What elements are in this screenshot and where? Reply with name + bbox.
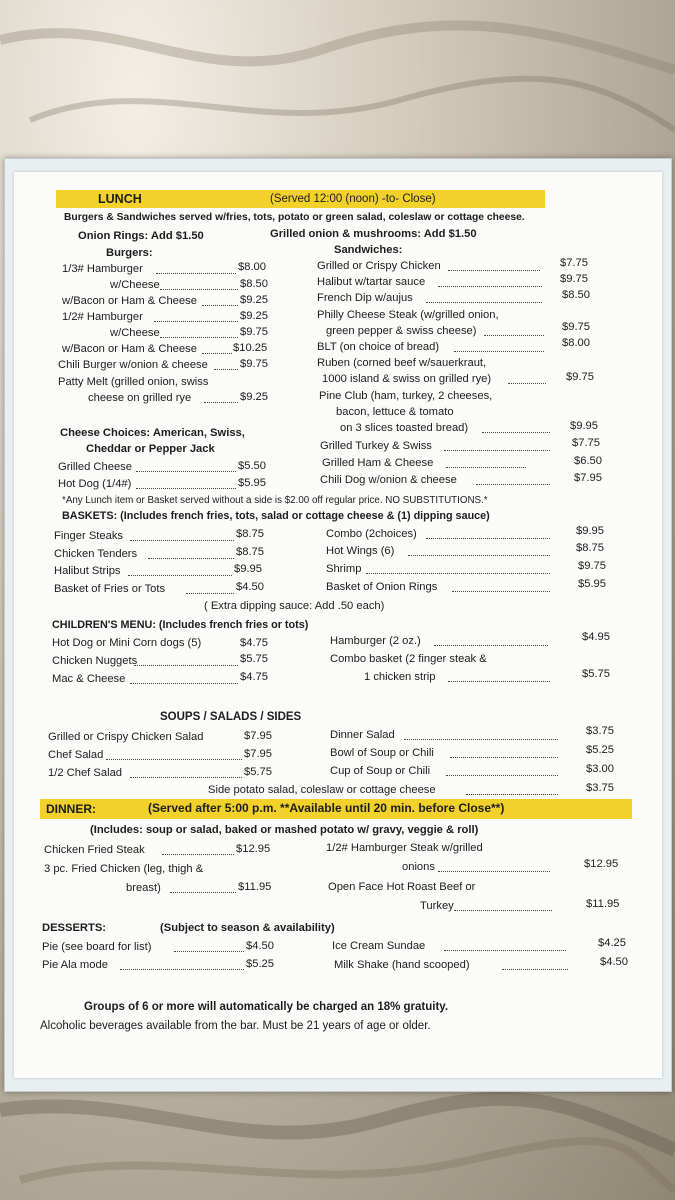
item-price: $9.95 — [576, 525, 604, 537]
item-price: $7.75 — [572, 437, 600, 449]
item-price: $9.75 — [566, 371, 594, 383]
menu-item: Grilled Ham & Cheese — [322, 457, 434, 469]
sides-item: Side potato salad, coleslaw or cottage cheese — [208, 784, 436, 796]
menu-item: breast) — [126, 882, 161, 894]
item-price: $9.95 — [570, 420, 598, 432]
item-price: $11.95 — [586, 898, 620, 910]
menu-item: w/Bacon or Ham & Cheese — [62, 343, 197, 355]
menu-item: 1 chicken strip — [364, 671, 436, 683]
item-price: $9.75 — [560, 273, 588, 285]
item-price: $8.75 — [576, 542, 604, 554]
menu-item: 1/2# Hamburger — [62, 311, 143, 323]
item-price: $9.75 — [578, 560, 606, 572]
menu-content — [14, 172, 662, 1078]
item-price: $5.25 — [246, 958, 274, 970]
desserts-heading: DESSERTS: — [42, 922, 107, 934]
item-price: $10.25 — [233, 342, 268, 354]
burgers-heading: Burgers: — [106, 247, 153, 259]
menu-item: 1/2# Hamburger Steak w/grilled — [326, 842, 483, 854]
menu-item: Basket of Fries or Tots — [54, 583, 166, 595]
soups-heading: SOUPS / SALADS / SIDES — [160, 711, 302, 723]
item-price: $8.50 — [562, 289, 590, 301]
menu-item: 3 pc. Fried Chicken (leg, thigh & — [44, 863, 204, 875]
lunch-intro: Burgers & Sandwiches served w/fries, tots, potato or green salad, coleslaw or cottage cheese. — [64, 212, 525, 223]
menu-item: Halibut Strips — [54, 565, 121, 577]
desserts-note: (Subject to season & availability) — [160, 922, 335, 934]
item-price: $11.95 — [238, 881, 272, 893]
menu-item: Combo (2choices) — [326, 528, 417, 540]
menu-item: onions — [402, 861, 435, 873]
lunch-served-time: (Served 12:00 (noon) -to- Close) — [270, 193, 436, 205]
item-price: $7.95 — [574, 472, 602, 484]
item-price: $7.75 — [560, 257, 588, 269]
item-price: $4.25 — [598, 937, 626, 949]
menu-item: Grilled or Crispy Chicken — [317, 260, 441, 272]
item-price: $9.25 — [240, 310, 268, 322]
gratuity-notice: Groups of 6 or more will automatically be charged an 18% gratuity. — [84, 1001, 449, 1013]
menu-item: BLT (on choice of bread) — [317, 341, 440, 353]
item-price: $9.75 — [562, 321, 590, 333]
menu-item: green pepper & swiss cheese) — [326, 325, 477, 337]
onion-rings-addon: Onion Rings: Add $1.50 — [78, 230, 204, 242]
menu-item: 1/2 Chef Salad — [48, 767, 123, 779]
menu-item: Combo basket (2 finger steak & — [330, 653, 487, 665]
menu-item: Bowl of Soup or Chili — [330, 747, 434, 759]
menu-item: cheese on grilled rye — [88, 392, 192, 404]
lunch-side-note: *Any Lunch item or Basket served without a side is $2.00 off regular price. NO SUBSTITUTIONS.* — [62, 495, 488, 506]
menu-item: Chili Dog w/onion & cheese — [320, 474, 457, 486]
menu-item: Pine Club (ham, turkey, 2 cheeses, — [319, 390, 493, 402]
menu-item: bacon, lettuce & tomato — [336, 406, 454, 418]
item-price: $8.00 — [238, 261, 266, 273]
item-price: $8.75 — [236, 528, 264, 540]
baskets-heading: BASKETS: (Includes french fries, tots, salad or cottage cheese & (1) dipping sauce) — [62, 510, 490, 522]
menu-item: French Dip w/aujus — [317, 292, 413, 304]
alcohol-notice: Alcoholic beverages available from the bar. Must be 21 years of age or older. — [40, 1020, 431, 1032]
menu-item: Chicken Nuggets — [52, 655, 138, 667]
item-price: $8.50 — [240, 278, 268, 290]
dinner-title: DINNER: — [46, 802, 96, 816]
menu-item: Hot Dog (1/4#) — [58, 478, 132, 490]
item-price: $4.75 — [240, 671, 268, 683]
item-price: $9.75 — [240, 326, 268, 338]
menu-item: Cup of Soup or Chili — [330, 765, 431, 777]
item-price: $5.95 — [238, 477, 266, 489]
menu-item: Chili Burger w/onion & cheese — [58, 359, 208, 371]
item-price: $12.95 — [584, 858, 619, 870]
menu-item: Basket of Onion Rings — [326, 581, 438, 593]
menu-item: Grilled Cheese — [58, 461, 132, 473]
item-price: $4.75 — [240, 637, 268, 649]
menu-item: Dinner Salad — [330, 729, 395, 741]
menu-item: Pie (see board for list) — [42, 941, 152, 953]
item-price: $4.50 — [246, 940, 274, 952]
menu-item: 1/3# Hamburger — [62, 263, 143, 275]
cheese-choices: Cheese Choices: American, Swiss, — [60, 427, 245, 439]
item-price: $12.95 — [236, 843, 271, 855]
item-price: $5.75 — [240, 653, 268, 665]
item-price: $9.25 — [240, 294, 268, 306]
item-price: $8.00 — [562, 337, 590, 349]
menu-item: Pie Ala mode — [42, 959, 108, 971]
menu-item: Grilled Turkey & Swiss — [320, 440, 432, 452]
menu-item: Ruben (corned beef w/sauerkraut, — [317, 357, 487, 369]
item-price: $7.95 — [244, 748, 272, 760]
dinner-served-time: (Served after 5:00 p.m. **Available until 20 min. before Close**) — [148, 801, 505, 815]
item-price: $3.75 — [586, 782, 614, 794]
menu-item: Chef Salad — [48, 749, 104, 761]
item-price: $7.95 — [244, 730, 272, 742]
menu-item: Philly Cheese Steak (w/grilled onion, — [317, 309, 499, 321]
menu-item: Grilled or Crispy Chicken Salad — [48, 731, 204, 743]
item-price: $6.50 — [574, 455, 602, 467]
menu-item: on 3 slices toasted bread) — [340, 422, 469, 434]
menu-item: w/Cheese — [110, 327, 160, 339]
menu-item: Shrimp — [326, 563, 362, 575]
childrens-heading: CHILDREN'S MENU: (Includes french fries or tots) — [52, 619, 309, 631]
menu-item: Ice Cream Sundae — [332, 940, 426, 952]
item-price: $9.25 — [240, 391, 268, 403]
item-price: $4.50 — [600, 956, 628, 968]
grilled-onion-addon: Grilled onion & mushrooms: Add $1.50 — [270, 228, 477, 240]
item-price: $4.50 — [236, 581, 264, 593]
item-price: $5.75 — [582, 668, 610, 680]
menu-item: Turkey — [420, 900, 454, 912]
menu-item: Hot Wings (6) — [326, 545, 395, 557]
item-price: $3.00 — [586, 763, 614, 775]
menu-item: Mac & Cheese — [52, 673, 126, 685]
menu-item: Milk Shake (hand scooped) — [334, 959, 470, 971]
sandwiches-heading: Sandwiches: — [334, 244, 403, 256]
lunch-title: LUNCH — [98, 192, 142, 206]
menu-item: 1000 island & swiss on grilled rye) — [322, 373, 492, 385]
menu-item: w/Bacon or Ham & Cheese — [62, 295, 197, 307]
item-price: $5.95 — [578, 578, 606, 590]
menu-item: Finger Steaks — [54, 530, 124, 542]
item-price: $5.50 — [238, 460, 266, 472]
item-price: $3.75 — [586, 725, 614, 737]
item-price: $4.95 — [582, 631, 610, 643]
menu-item: w/Cheese — [110, 279, 160, 291]
item-price: $9.75 — [240, 358, 268, 370]
item-price: $8.75 — [236, 546, 264, 558]
menu-item: Halibut w/tartar sauce — [317, 276, 426, 288]
menu-item: Chicken Tenders — [54, 548, 138, 560]
menu-item: Open Face Hot Roast Beef or — [328, 881, 476, 893]
extra-sauce-note: ( Extra dipping sauce: Add .50 each) — [204, 600, 385, 612]
item-price: $5.25 — [586, 744, 614, 756]
menu-item: Hot Dog or Mini Corn dogs (5) — [52, 637, 202, 649]
menu-item: Patty Melt (grilled onion, swiss — [58, 376, 209, 388]
item-price: $9.95 — [234, 563, 262, 575]
dinner-includes: (Includes: soup or salad, baked or mashed potato w/ gravy, veggie & roll) — [90, 824, 479, 836]
menu-item: Hamburger (2 oz.) — [330, 635, 421, 647]
menu-item: Chicken Fried Steak — [44, 844, 145, 856]
item-price: $5.75 — [244, 766, 272, 778]
cheese-choices-continued: Cheddar or Pepper Jack — [86, 443, 215, 455]
